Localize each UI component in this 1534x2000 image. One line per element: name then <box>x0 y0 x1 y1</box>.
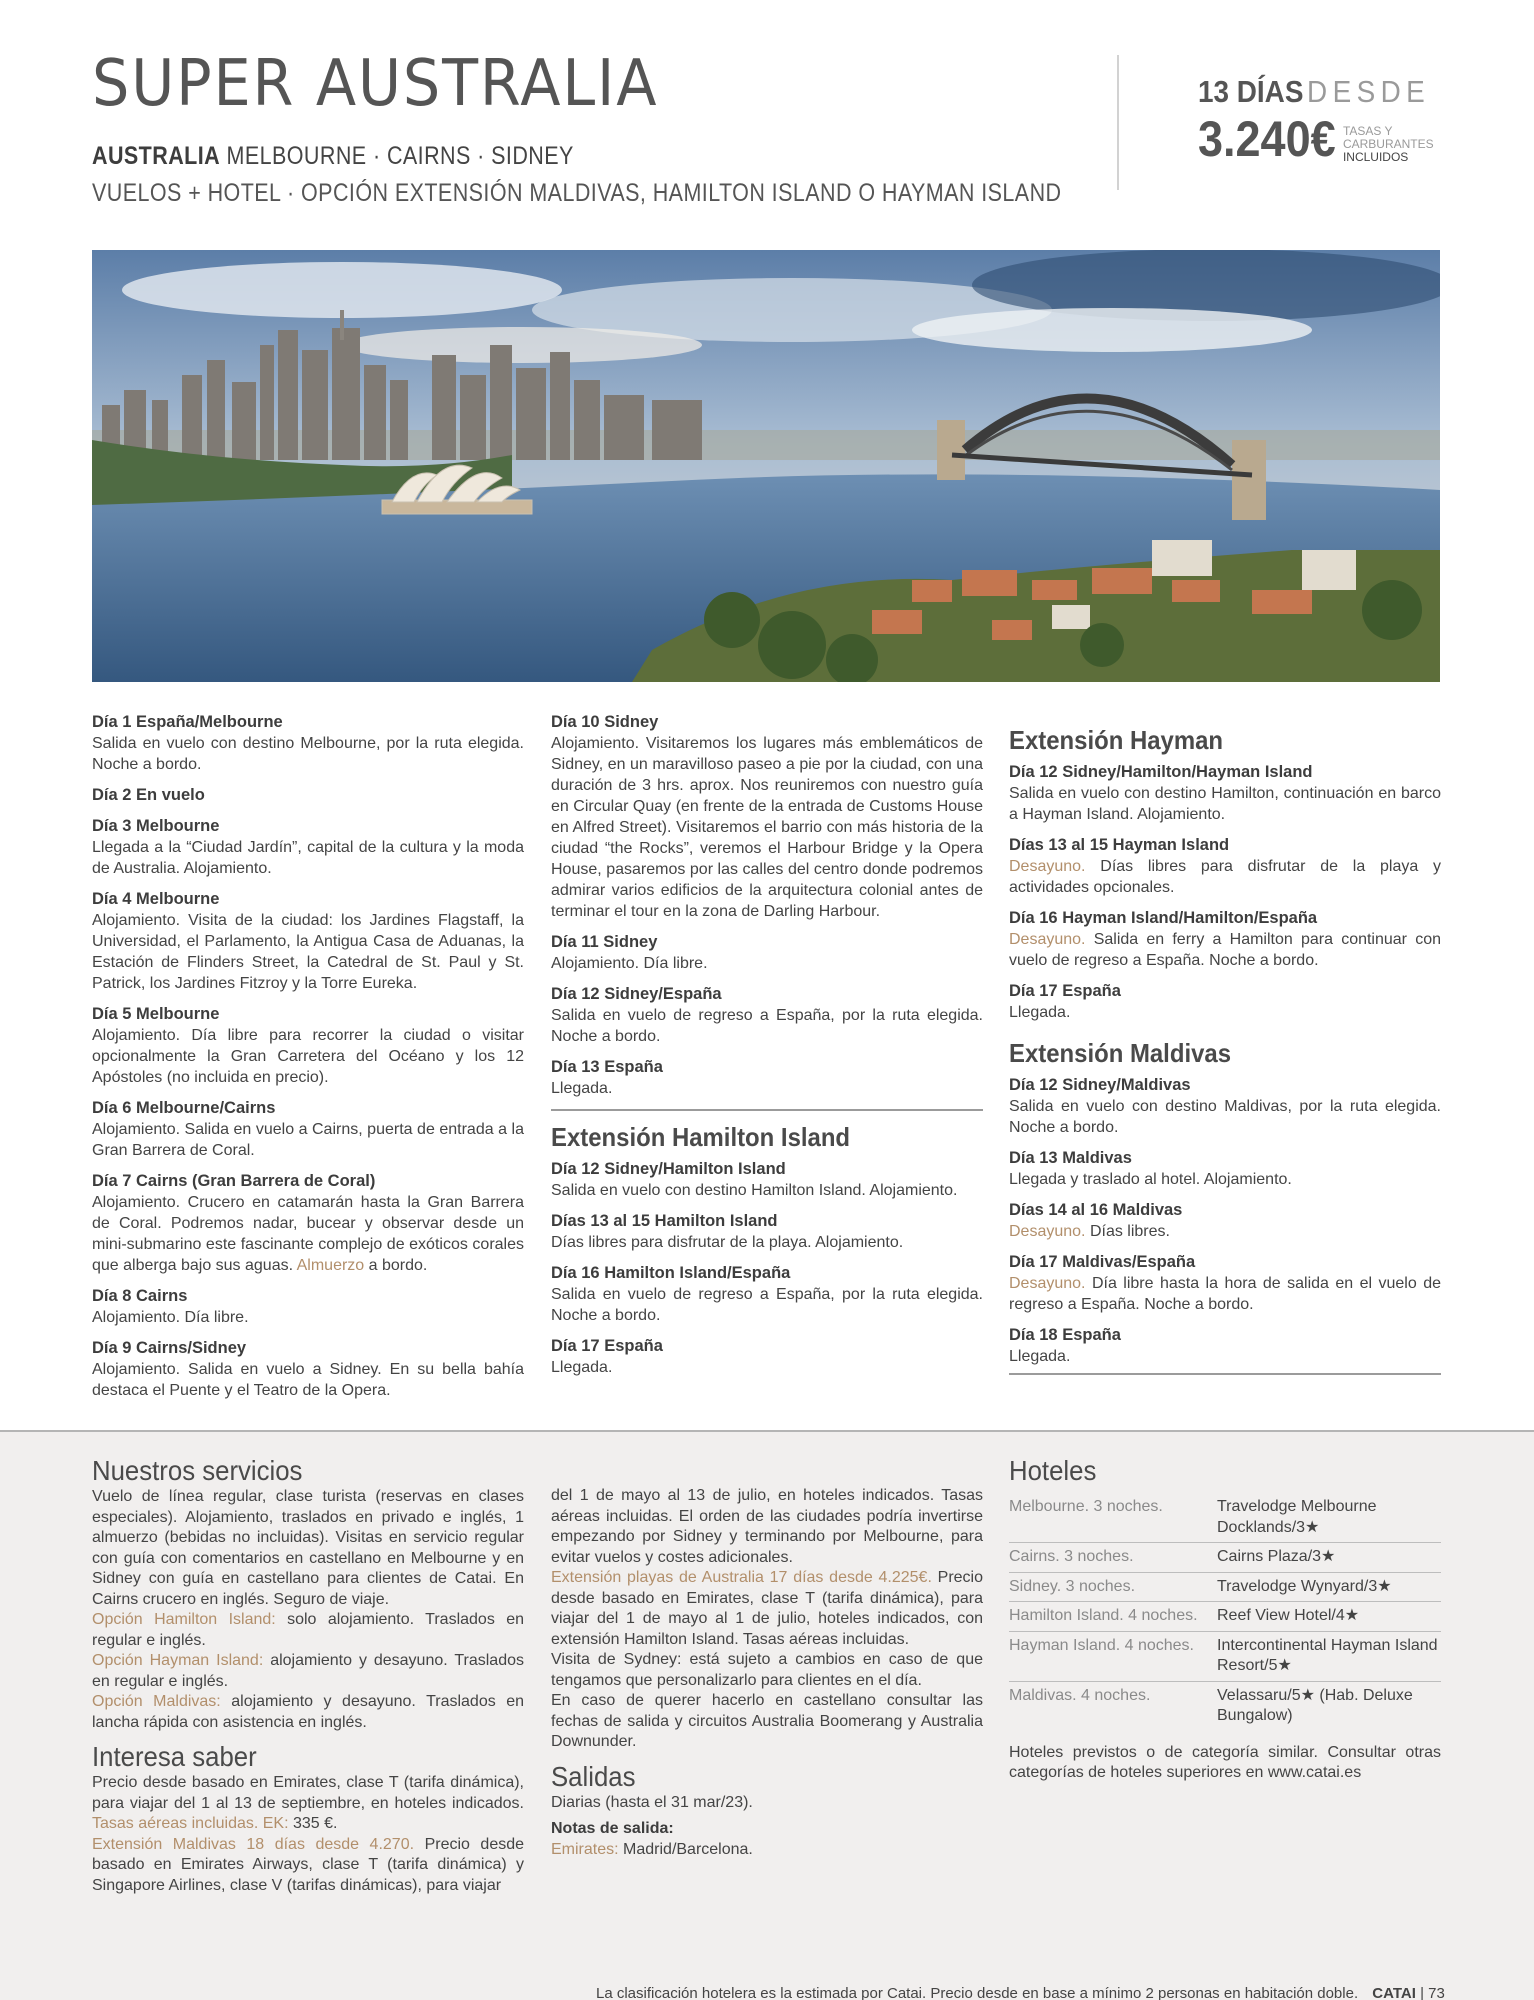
brand-name: CATAI <box>1372 1985 1416 2000</box>
sydney-harbour-illustration <box>92 250 1440 682</box>
hotel-row <box>1009 1681 1441 1731</box>
day-text: Alojamiento. Día libre para recorrer la ciudad o visitar opcionalmente la Gran Carretera del Océano y los 12 Apóstoles (no incluida en precio). <box>92 1027 524 1086</box>
hotels-column <box>1009 1455 1441 1784</box>
salidas-title: Salidas <box>551 1760 636 1792</box>
itinerary-day <box>92 1098 524 1161</box>
notes-text: En caso de querer hacerlo en castellano consultar las fechas de salida y circuitos Australia Boomerang y Australia Downunder. <box>551 1692 983 1750</box>
itinerary-day <box>551 1263 983 1326</box>
salidas-text: Diarias (hasta el 31 mar/23). <box>551 1793 753 1811</box>
interesa-title: Interesa saber <box>92 1741 257 1772</box>
price-note-1: TASAS Y <box>1342 124 1393 138</box>
itinerary-day <box>92 1338 524 1401</box>
maldivas-extension-title: Extensión Maldivas <box>1009 1038 1232 1068</box>
country-name: AUSTRALIA <box>92 142 221 170</box>
day-title: Día 2 En vuelo <box>92 786 205 804</box>
notes-text: del 1 de mayo al 13 de julio, en hoteles indicados. Tasas aéreas incluidas. El orden de las ciudades podría invertirse empezando por Sidney y terminando por Melbourne, para evitar vuelos y costes adicionales. <box>551 1487 983 1566</box>
day-text: Desayuno. Días libres para disfrutar de la playa y actividades opcionales. <box>1009 858 1441 896</box>
itinerary-day <box>551 932 983 974</box>
itinerary-day <box>551 1211 983 1253</box>
itinerary-day <box>92 1171 524 1276</box>
itinerary-day <box>1009 1075 1441 1138</box>
footer-text: La clasificación hotelera es la estimada por Catai. Precio desde en base a mínimo 2 personas en habitación doble. <box>596 1985 1359 2000</box>
day-text: Llegada. <box>1009 1348 1071 1365</box>
hotel-city: Hayman Island. 4 noches. <box>1009 1631 1217 1681</box>
day-title: Día 3 Melbourne <box>92 817 220 835</box>
hotel-name: Travelodge Wynyard/3★ <box>1217 1572 1441 1602</box>
itinerary-column-1 <box>92 712 524 1411</box>
cities-list: MELBOURNE · CAIRNS · SIDNEY <box>226 142 574 170</box>
trip-options: VUELOS + HOTEL · OPCIÓN EXTENSIÓN MALDIVAS, HAMILTON ISLAND O HAYMAN ISLAND <box>92 179 1062 207</box>
hotel-city: Maldivas. 4 noches. <box>1009 1686 1151 1704</box>
notes-column <box>551 1486 983 1860</box>
price-notes <box>1343 125 1433 164</box>
day-title: Día 5 Melbourne <box>92 1005 220 1023</box>
interesa-text: Precio desde basado en Emirates, clase T (tarifa dinámica), para viajar del 1 al 13 de septiembre, en hoteles indicados. Tasas aéreas incluidas. EK: 335 €. <box>92 1774 524 1832</box>
hotel-city: Melbourne. 3 noches. <box>1009 1493 1217 1543</box>
hotel-name: Velassaru/5★ (Hab. Deluxe Bungalow) <box>1217 1686 1413 1724</box>
itinerary-day <box>551 1159 983 1201</box>
hamilton-extension-title: Extensión Hamilton Island <box>551 1122 851 1152</box>
day-title: Día 12 Sidney/Maldivas <box>1009 1076 1191 1094</box>
day-text: Alojamiento. Visitaremos los lugares más emblemáticos de Sidney, en un maravilloso paseo a pie por la ciudad, con una duración de 3 hrs. aprox. Nos reuniremos con nuestro guía en Circular Quay (en frente de la entrada de Customs House en Alfred Street). Visitaremos el barrio con más historia de la ciudad “the Rocks”, veremos el Harbour Bridge y la Opera House, pasaremos por las calles del centro donde podremos admirar varios edificios de la arquitectura colonial antes de terminar el tour en la zona de Darling Harbour. <box>551 735 983 920</box>
day-title: Días 13 al 15 Hamilton Island <box>551 1212 778 1230</box>
itinerary-day <box>551 1336 983 1378</box>
page-title: SUPER AUSTRALIA <box>92 47 659 121</box>
hotel-name: Cairns Plaza/3★ <box>1217 1543 1441 1573</box>
day-text: Llegada. <box>1009 1004 1071 1021</box>
day-title: Día 6 Melbourne/Cairns <box>92 1099 276 1117</box>
day-title: Días 13 al 15 Hayman Island <box>1009 836 1230 854</box>
day-text: Llegada. <box>551 1080 613 1097</box>
day-title: Día 17 Maldivas/España <box>1009 1253 1196 1271</box>
meal-highlight: Almuerzo <box>296 1257 365 1274</box>
hotel-row <box>1009 1493 1441 1543</box>
hotel-row <box>1009 1631 1441 1681</box>
price-note-2: CARBURANTES <box>1342 137 1434 151</box>
hotels-note: Hoteles previstos o de categoría similar. Consultar otras categorías de hoteles superiores en www.catai.es <box>1009 1743 1441 1781</box>
page-footer <box>596 1985 1445 2000</box>
interesa-text: Extensión Maldivas 18 días desde 4.270. Precio desde basado en Emirates Airways, clase T (tarifa dinámica) y Singapore Airlines, clase V (tarifas dinámicas), para viajar <box>92 1835 525 1894</box>
day-text: Llegada y traslado al hotel. Alojamiento. <box>1009 1171 1292 1188</box>
notas-salida-title: Notas de salida: <box>551 1820 674 1837</box>
itinerary-day <box>92 1004 524 1088</box>
day-title: Día 11 Sidney <box>551 933 658 951</box>
day-title: Día 18 España <box>1009 1326 1121 1344</box>
day-title: Día 17 España <box>551 1337 663 1355</box>
hotel-row <box>1009 1572 1441 1602</box>
itinerary-day <box>1009 1252 1441 1315</box>
page-number: | 73 <box>1420 1985 1445 2000</box>
itinerary-day <box>1009 981 1441 1023</box>
price-row <box>1198 111 1498 167</box>
itinerary-day <box>551 712 983 922</box>
services-text: Vuelo de línea regular, clase turista (reservas en clases especiales). Alojamiento, traslados en privado e inglés, 1 almuerzo (bebidas no incluidas). Visitas en servicio regular con guía con comentarios en castellano en Melbourne y en Sidney con guía en castellano para clientes de Catai. En Cairns crucero en inglés. Seguro de viaje. <box>92 1488 524 1608</box>
day-title: Día 13 España <box>551 1058 663 1076</box>
itinerary-day <box>92 1286 524 1328</box>
day-title: Día 1 España/Melbourne <box>92 713 283 731</box>
hotel-city: Sidney. 3 noches. <box>1009 1572 1217 1602</box>
services-title: Nuestros servicios <box>92 1455 303 1486</box>
day-text: Llegada. <box>551 1359 613 1376</box>
hotels-title: Hoteles <box>1009 1455 1097 1486</box>
day-title: Día 13 Maldivas <box>1009 1149 1132 1167</box>
itinerary-day <box>551 984 983 1047</box>
hotels-table <box>1009 1493 1441 1731</box>
itinerary-day <box>1009 1325 1441 1367</box>
day-title: Día 4 Melbourne <box>92 890 220 908</box>
day-text: Desayuno. Salida en ferry a Hamilton para continuar con vuelo de regreso a España. Noche a bordo. <box>1009 931 1442 969</box>
hotel-row <box>1009 1602 1441 1632</box>
day-title: Día 12 Sidney/Hamilton Island <box>551 1160 786 1178</box>
day-text: Salida en vuelo de regreso a España, por la ruta elegida. Noche a bordo. <box>551 1286 983 1324</box>
extensions-column <box>1009 724 1441 1375</box>
header-divider <box>1117 55 1119 190</box>
day-title: Día 12 Sidney/España <box>551 985 722 1003</box>
day-title: Día 10 Sidney <box>551 713 659 731</box>
day-title: Día 16 Hayman Island/Hamilton/España <box>1009 909 1318 927</box>
hotel-city: Hamilton Island. 4 noches. <box>1009 1602 1217 1632</box>
notas-salida-text: Emirates: Madrid/Barcelona. <box>551 1840 753 1858</box>
day-text: Alojamiento. Salida en vuelo a Sidney. En su bella bahía destaca el Puente y el Teatro de la Opera. <box>92 1361 524 1399</box>
services-option: Opción Hayman Island: alojamiento y desayuno. Traslados en regular e inglés. <box>92 1652 524 1690</box>
day-text: Salida en vuelo con destino Melbourne, por la ruta elegida. Noche a bordo. <box>92 735 524 773</box>
itinerary-day <box>92 785 524 806</box>
day-text: Desayuno. Día libre hasta la hora de salida en el vuelo de regreso a España. Noche a bordo. <box>1009 1275 1441 1313</box>
day-title: Día 16 Hamilton Island/España <box>551 1264 791 1282</box>
services-option: Opción Hamilton Island: solo alojamiento. Traslados en regular e inglés. <box>92 1611 525 1649</box>
day-text: Salida en vuelo con destino Hamilton Island. Alojamiento. <box>551 1182 958 1199</box>
hayman-extension-title: Extensión Hayman <box>1009 725 1224 755</box>
day-title: Día 9 Cairns/Sidney <box>92 1339 247 1357</box>
itinerary-day <box>1009 908 1441 971</box>
route-line <box>92 142 952 171</box>
day-title: Día 7 Cairns (Gran Barrera de Coral) <box>92 1172 376 1190</box>
hotel-row <box>1009 1543 1441 1573</box>
day-title: Día 12 Sidney/Hamilton/Hayman Island <box>1009 763 1313 781</box>
itinerary-day <box>1009 835 1441 898</box>
day-text: Desayuno. Días libres. <box>1009 1223 1170 1240</box>
duration-days: 13 DÍAS <box>1198 74 1304 109</box>
itinerary-day <box>92 816 524 879</box>
itinerary-day <box>1009 1200 1441 1242</box>
price-value: 3.240€ <box>1198 111 1336 167</box>
itinerary-day <box>1009 1148 1441 1190</box>
hotel-city: Cairns. 3 noches. <box>1009 1543 1217 1573</box>
notes-text: Extensión playas de Australia 17 días desde 4.225€. Precio desde basado en Emirates, clase T (tarifa dinámica), para viajar del 1 de mayo al 1 de julio, hoteles indicados, con extensión Hamilton Island. Tasas aéreas incluidas. <box>551 1569 983 1648</box>
day-text: Alojamiento. Día libre. <box>92 1309 249 1326</box>
day-text: Alojamiento. Crucero en catamarán hasta la Gran Barrera de Coral. Podremos nadar, bucear y observar desde un mini-submarino este fascinante complejo de exóticos corales que alberga bajo sus aguas. Almuerzo a bordo. <box>92 1194 524 1274</box>
services-option: Opción Maldivas: alojamiento y desayuno. Traslados en lancha rápida con asistencia en inglés. <box>92 1693 525 1731</box>
hotel-name: Travelodge Melbourne Docklands/3★ <box>1217 1493 1441 1543</box>
day-text: Días libres para disfrutar de la playa. Alojamiento. <box>551 1234 904 1251</box>
info-panel-divider <box>0 1430 1534 1432</box>
hero-image-sydney-harbour <box>92 250 1440 682</box>
desde-label: DESDE <box>1307 74 1431 109</box>
hotel-name: Reef View Hotel/4★ <box>1217 1602 1441 1632</box>
itinerary-day <box>1009 762 1441 825</box>
day-text: Salida en vuelo con destino Maldivas, por la ruta elegida. Noche a bordo. <box>1009 1098 1441 1136</box>
price-note-3: INCLUIDOS <box>1342 150 1409 164</box>
itinerary-day <box>92 889 524 994</box>
day-title: Día 17 España <box>1009 982 1121 1000</box>
price-box <box>1198 74 1498 167</box>
day-title: Día 8 Cairns <box>92 1287 188 1305</box>
day-text: Salida en vuelo de regreso a España, por la ruta elegida. Noche a bordo. <box>551 1007 983 1045</box>
itinerary-day <box>551 1057 983 1099</box>
services-column <box>92 1455 524 1896</box>
day-text: Alojamiento. Salida en vuelo a Cairns, puerta de entrada a la Gran Barrera de Coral. <box>92 1121 524 1159</box>
day-text: Llegada a la “Ciudad Jardín”, capital de la cultura y la moda de Australia. Alojamiento. <box>92 839 524 877</box>
duration <box>1198 74 1468 110</box>
notes-text: Visita de Sydney: está sujeto a cambios en caso de que tengamos que personalizarlo para clientes en el día. <box>551 1651 983 1689</box>
section-divider <box>551 1109 983 1111</box>
itinerary-day <box>92 712 524 775</box>
hotel-name: Intercontinental Hayman Island Resort/5★ <box>1217 1631 1441 1681</box>
page-header <box>92 47 1092 208</box>
day-text: Salida en vuelo con destino Hamilton, continuación en barco a Hayman Island. Alojamiento. <box>1009 785 1441 823</box>
day-text: Alojamiento. Visita de la ciudad: los Jardines Flagstaff, la Universidad, el Parlamento, la Antigua Casa de Aduanas, la Estación de Flinders Street, la Catedral de St. Paul y St. Patrick, los Jardines Fitzroy y la Torre Eureka. <box>92 912 524 992</box>
day-title: Días 14 al 16 Maldivas <box>1009 1201 1183 1219</box>
day-text: Alojamiento. Día libre. <box>551 955 708 972</box>
itinerary-column-2 <box>551 712 983 1388</box>
section-divider <box>1009 1373 1441 1375</box>
